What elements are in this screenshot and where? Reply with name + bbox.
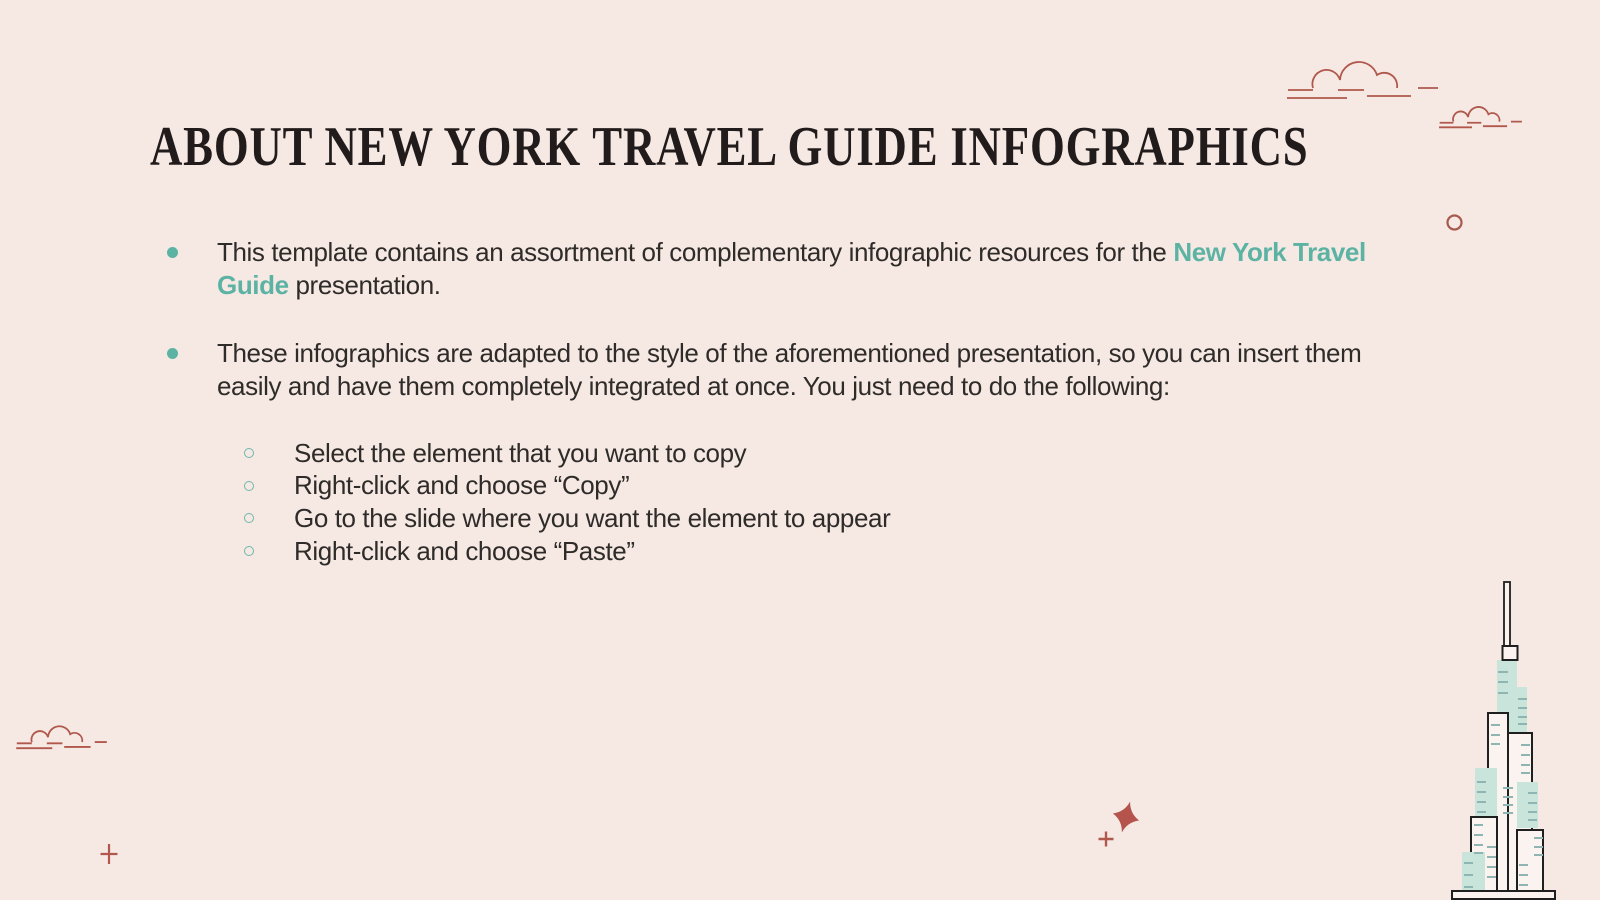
cloud-icon — [15, 722, 108, 750]
plus-icon — [98, 843, 120, 865]
cloud-large-icon — [1285, 55, 1440, 101]
circle-outline-icon — [1445, 213, 1464, 232]
bullet-paragraph: These infographics are adapted to the style of the aforementioned presentation, so you can insert them easily and have them completely integrated at once. You just need to do the following: — [217, 338, 1362, 401]
step-label: Go to the slide where you want the element to appear — [294, 502, 891, 533]
list-item — [140, 535, 1385, 568]
step-label: Right-click and choose “Copy” — [294, 470, 630, 501]
list-item — [140, 437, 1385, 470]
bullet-paragraph — [217, 236, 1385, 302]
step-label: Select the element that you want to copy — [294, 437, 747, 468]
hollow-bullet-icon — [244, 448, 254, 458]
hollow-bullet-icon — [244, 546, 254, 556]
list-item — [140, 470, 1385, 503]
step-label: Right-click and choose “Paste” — [294, 535, 635, 566]
sparkle-star-icon — [1090, 795, 1156, 857]
bullet-text-segment: presentation. — [288, 270, 441, 300]
bullet-dot-icon — [167, 247, 178, 258]
sub-bullet-list — [140, 437, 1385, 567]
slide-body-text — [140, 236, 1385, 567]
bullet-dot-icon — [167, 348, 178, 359]
bullet-text-segment: This template contains an assortment of complementary infographic resources for the — [217, 237, 1174, 267]
bullet-item — [140, 236, 1385, 302]
hollow-bullet-icon — [244, 513, 254, 523]
hollow-bullet-icon — [244, 481, 254, 491]
list-item — [140, 502, 1385, 535]
skyscraper-illustration — [1450, 560, 1560, 900]
bullet-item — [140, 337, 1385, 403]
accent-text: New York Travel Guide — [217, 237, 1366, 300]
cloud-small-icon — [1438, 103, 1523, 129]
page-title: ABOUT NEW YORK TRAVEL GUIDE INFOGRAPHICS — [150, 116, 1309, 178]
